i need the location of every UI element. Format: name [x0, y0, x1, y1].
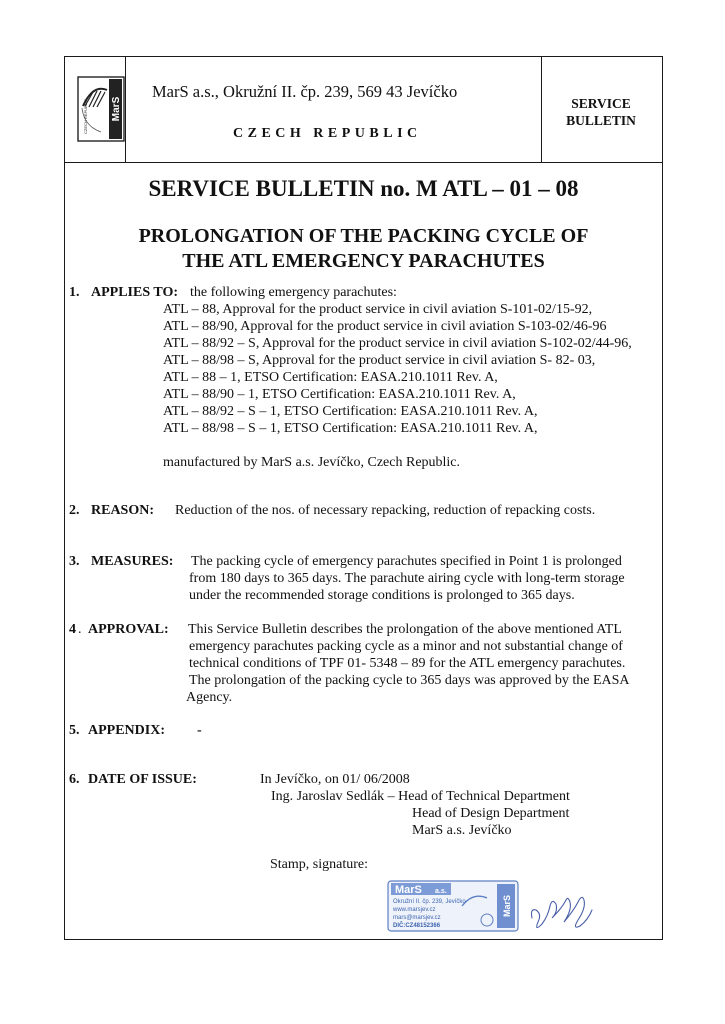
approval-line: Agency. [186, 690, 233, 705]
mars-logo-icon [77, 76, 125, 142]
appendix-heading: APPENDIX: [88, 723, 165, 738]
bulletin-subtitle-line1: PROLONGATION OF THE PACKING CYCLE OF [138, 225, 589, 247]
company-country: CZECH REPUBLIC [233, 126, 422, 141]
approval-number: 4 [69, 622, 76, 637]
approval-line: This Service Bulletin describes the prolongation of the above mentioned ATL [188, 622, 622, 637]
stamp-side-brand: MarS [502, 894, 512, 918]
applies-item: ATL – 88/98 – S – 1, ETSO Certification: EASA.210.1011 Rev. A, [163, 421, 538, 436]
header-divider-left [125, 57, 126, 162]
approval-line: technical conditions of TPF 01- 5348 – 89 for the ATL emergency parachutes. [189, 656, 626, 671]
company-address: MarS a.s., Okružní II. čp. 239, 569 43 Jevíčko [152, 82, 458, 101]
reason-heading: REASON: [91, 503, 155, 518]
approval-line: emergency parachutes packing cycle as a minor and not substantial change of [189, 639, 623, 654]
applies-item: ATL – 88/92 – S – 1, ETSO Certification: EASA.210.1011 Rev. A, [163, 404, 538, 419]
applies-item: ATL – 88/90, Approval for the product service in civil aviation S-103-02/46-96 [163, 319, 607, 334]
applies-manufacturer: manufactured by MarS a.s. Jevíčko, Czech Republic. [163, 455, 461, 470]
reason-text: Reduction of the nos. of necessary repacking, reduction of repacking costs. [175, 503, 596, 518]
applies-item: ATL – 88/98 – S, Approval for the product service in civil aviation S- 82- 03, [163, 353, 596, 368]
measures-line: under the recommended storage conditions is prolonged to 365 days. [189, 588, 575, 603]
company-stamp [387, 880, 519, 932]
measures-number: 3. [69, 554, 80, 569]
stamp-brand: MarS [395, 884, 422, 896]
approval-heading: APPROVAL: [88, 622, 169, 637]
bulletin-subtitle-line2: THE ATL EMERGENCY PARACHUTES [182, 250, 545, 272]
stamp-line: DIČ:CZ48152366 [393, 923, 441, 929]
stamp-line: Okružní II. čp. 239, Jevíčko [393, 899, 466, 905]
approval-dot: . [78, 622, 82, 637]
doc-type-label [551, 95, 651, 129]
approval-line: The prolongation of the packing cycle to 365 days was approved by the EASA [189, 673, 630, 688]
appendix-value: - [197, 723, 202, 738]
measures-line: The packing cycle of emergency parachutes specified in Point 1 is prolonged [191, 554, 622, 569]
logo-text: MarS [111, 96, 122, 122]
measures-line: from 180 days to 365 days. The parachute airing cycle with long-term storage [189, 571, 625, 586]
bulletin-title: SERVICE BULLETIN no. M ATL – 01 – 08 [148, 176, 579, 201]
applies-item: ATL – 88 – 1, ETSO Certification: EASA.210.1011 Rev. A, [163, 370, 498, 385]
issue-signer: Ing. Jaroslav Sedlák – Head of Technical Department [271, 789, 570, 804]
applies-item: ATL – 88, Approval for the product service in civil aviation S-101-02/15-92, [163, 302, 593, 317]
doc-type-line2: BULLETIN [566, 113, 636, 128]
applies-item: ATL – 88/92 – S, Approval for the product service in civil aviation S-102-02/44-96, [163, 336, 632, 351]
logo-ring-text: CZECH REPUBLIC [83, 99, 88, 134]
stamp-suffix: a.s. [435, 888, 447, 895]
issue-heading: DATE OF ISSUE: [88, 772, 197, 787]
applies-intro: the following emergency parachutes: [190, 285, 397, 300]
measures-heading: MEASURES: [91, 554, 174, 569]
issue-company: MarS a.s. Jevíčko [412, 823, 512, 838]
applies-number: 1. [69, 285, 80, 300]
stamp-line: mars@marsjev.cz [393, 915, 441, 921]
appendix-number: 5. [69, 723, 80, 738]
header-divider-right [541, 57, 542, 162]
applies-item: ATL – 88/90 – 1, ETSO Certification: EASA.210.1011 Rev. A, [163, 387, 516, 402]
handwritten-signature [528, 888, 596, 938]
reason-number: 2. [69, 503, 80, 518]
stamp-signature-label: Stamp, signature: [270, 857, 368, 872]
applies-heading: APPLIES TO: [91, 285, 179, 300]
stamp-line: www.marsjev.cz [393, 907, 436, 913]
doc-type-line1: SERVICE [571, 96, 631, 111]
issue-place-date: In Jevíčko, on 01/ 06/2008 [260, 772, 410, 787]
issue-role2: Head of Design Department [412, 806, 570, 821]
issue-number: 6. [69, 772, 80, 787]
